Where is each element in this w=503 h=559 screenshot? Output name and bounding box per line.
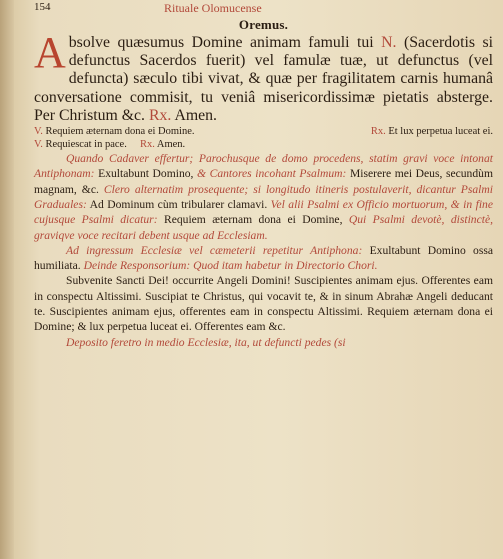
name-mark: N.	[381, 34, 397, 51]
rubric: Deinde Responsorium: Quod itam habetur in Directorio Chori.	[83, 259, 378, 273]
running-title: Rituale Olomucense	[164, 1, 262, 15]
paragraph-deposition	[34, 335, 493, 350]
page-gutter	[0, 0, 14, 559]
section-heading: Oremus.	[238, 17, 289, 32]
drop-cap: A	[34, 28, 66, 77]
versicle-mark: V.	[34, 139, 43, 151]
versicle-mark: V.	[34, 126, 43, 138]
chant-text: Ad Dominum cùm tribularer clamavi.	[89, 197, 268, 211]
versicle-row	[34, 125, 493, 138]
rubric: & Cantores incohant Psalmum:	[197, 167, 347, 181]
chant-text: Exultabunt Domino,	[98, 167, 194, 181]
page-number: 154	[34, 1, 51, 13]
response-mark: Rx.	[139, 139, 155, 151]
rubric: Quando Cadaver effertur; Parochusque de domo procedens, statim gravi voce intonat Antiphonam:	[34, 152, 493, 181]
versicle-row	[34, 138, 493, 151]
versicle-text: Requiescat in pace.	[45, 139, 127, 151]
chant-text: Requiem æternam dona ei Domine,	[163, 213, 343, 227]
rubric: Deposito feretro in medio Ecclesiæ, ita, ut defuncti pedes (si	[66, 335, 346, 349]
rubric-body	[34, 151, 493, 350]
rubric: Clero alternatim prosequente; si longitudo itineris postulaverit, dicantur Psalmi Graduales:	[34, 182, 493, 211]
page-header	[34, 2, 493, 16]
rubric: Qui Psalmi devotè, distinctè, graviqve voce recitari debent usque ad Ecclesiam.	[34, 213, 494, 242]
rubric: Ad ingressum Ecclesiæ vel cæmeterii repetitur Antiphona:	[66, 243, 363, 257]
rubric: Vel alii Psalmi ex Officio mortuorum, & in fine cujusque Psalmi dicatur:	[34, 197, 493, 227]
paragraph-procession	[34, 151, 493, 243]
response-text: Et lux perpetua luceat ei.	[388, 126, 493, 138]
versicle-text: Requiem æternam dona ei Domine.	[45, 126, 195, 138]
paragraph-responsory: Subvenite Sancti Dei! occurrite Angeli Domini! Suscipientes animam ejus. Offerentes eam in conspectu Altissimi. Suscipiat te Christus, qui vocavit te, & in sinum Abrahæ Angeli deducant te. Suscipientes animam ejus, offerentes eam in conspectu Altissimi. Requiem æternam dona ei Domine; & lux perpetua luceat ei. Offerentes eam &c.	[34, 274, 493, 334]
amen: Amen.	[174, 106, 217, 124]
chant-text: Miserere mei Deus, secundùm magnam, &c.	[34, 167, 493, 196]
chant-text: Exultabunt Domino ossa humiliata.	[34, 243, 493, 273]
response-mark: Rx.	[148, 106, 172, 124]
prayer-text	[34, 28, 493, 125]
prayer-part-2: (Sacerdotis si defunctus Sacerdos fuerit) vel famulæ tuæ, ut defunctus (vel defuncta) sæculo tibi vivat, & quæ per fragilitatem carnis humanâ conversatione commisit, tu veniâ misericordissimæ pietatis absterge. Per Christum &c.	[34, 34, 493, 124]
prayer-part-1: bsolve quæsumus Domine animam famuli tui	[68, 34, 374, 51]
response-text: Amen.	[156, 139, 186, 151]
response-mark: Rx.	[370, 126, 386, 138]
paragraph-entrance	[34, 243, 493, 274]
versicles	[34, 125, 493, 151]
